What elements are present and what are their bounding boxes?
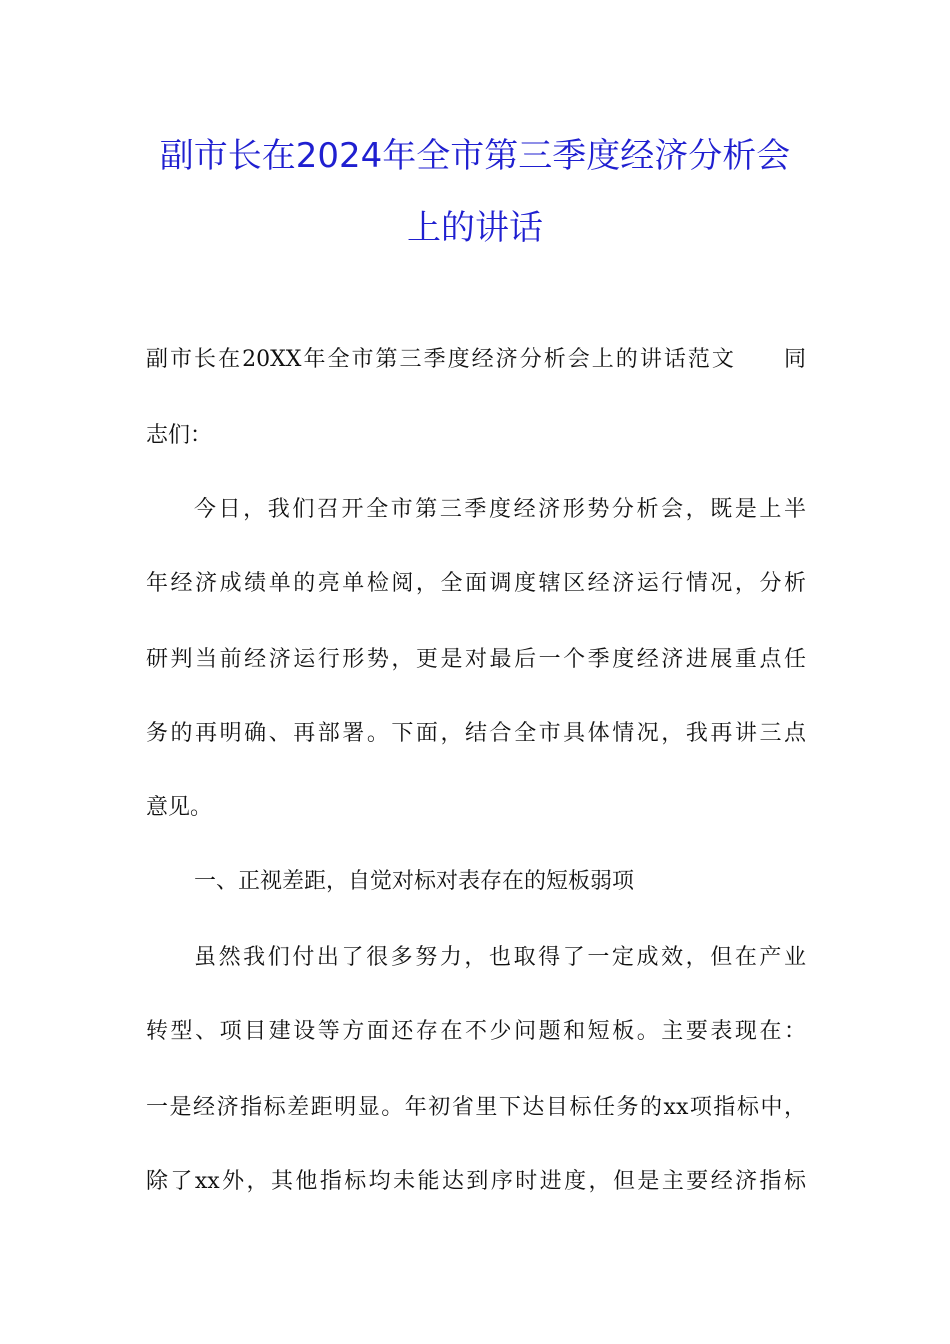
- section-heading: 一、正视差距，自觉对标对表存在的短板弱项: [194, 869, 635, 894]
- body-line: 意见。: [146, 795, 213, 820]
- body-line: 研判当前经济运行形势，更是对最后一个季度经济进展重点任: [146, 647, 806, 672]
- body-line: 一是经济指标差距明显。年初省里下达目标任务的xx项指标中，: [146, 1095, 806, 1120]
- body-line: 除了xx外，其他指标均未能达到序时进度，但是主要经济指标: [146, 1169, 806, 1194]
- body-line: 志们：: [146, 423, 213, 448]
- body-line: 年经济成绩单的亮单检阅，全面调度辖区经济运行情况，分析: [146, 571, 806, 596]
- document-title-line-2: 上的讲话: [407, 208, 543, 248]
- body-line: 今日，我们召开全市第三季度经济形势分析会，既是上半: [194, 497, 806, 522]
- document-title-line-1: 副市长在2024年全市第三季度经济分析会: [159, 136, 791, 176]
- body-line: 务的再明确、再部署。下面，结合全市具体情况，我再讲三点: [146, 721, 806, 746]
- body-line: 副市长在20XX年全市第三季度经济分析会上的讲话范文 同: [146, 347, 806, 372]
- body-line: 转型、项目建设等方面还存在不少问题和短板。主要表现在：: [146, 1019, 806, 1044]
- body-line: 虽然我们付出了很多努力，也取得了一定成效，但在产业: [194, 945, 806, 970]
